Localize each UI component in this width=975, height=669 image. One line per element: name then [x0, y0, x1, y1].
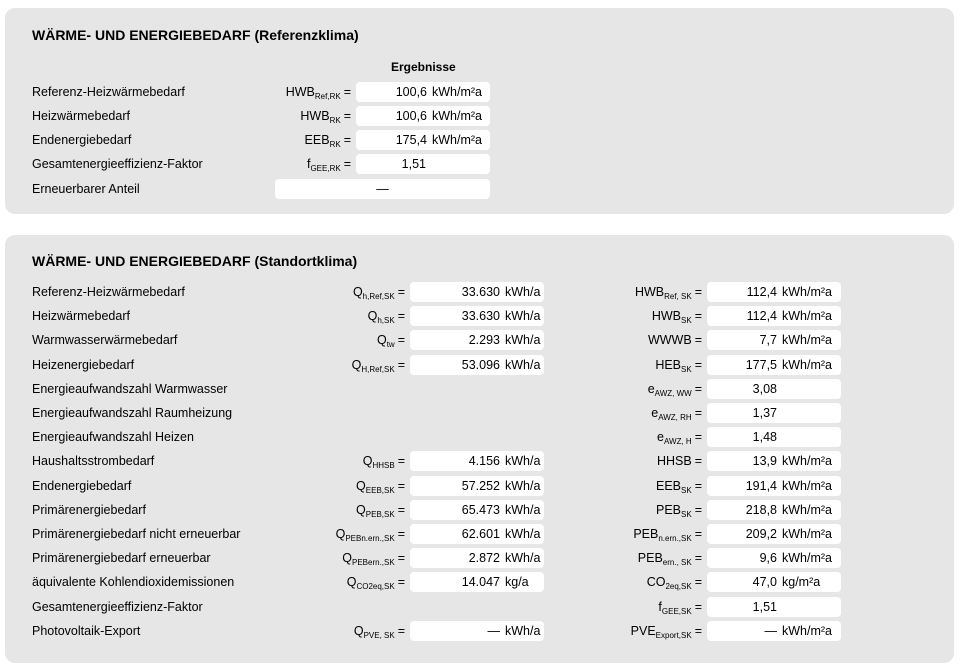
q-symbol-base: Q — [376, 333, 387, 348]
q-unit-text: kWh/a — [505, 478, 541, 493]
q-symbol-subscript: H,Ref,SK — [361, 364, 395, 374]
row-label: Referenz-Heizwärmebedarf — [32, 85, 185, 99]
row-label: Warmwasserwärmebedarf — [32, 333, 178, 348]
q-symbol-base: Q — [367, 309, 378, 324]
result-row — [5, 179, 954, 199]
s-value-text: 3,08 — [752, 381, 777, 396]
q-symbol: $Q_{EEB,SK}$ = — [356, 478, 405, 495]
row-label: Erneuerbarer Anteil — [32, 182, 140, 196]
q-value-text: 2.293 — [468, 333, 500, 348]
s-symbol: $PEB_{n.ern.,SK}$ = — [633, 527, 702, 543]
s-symbol-base: HWB — [651, 309, 682, 324]
s-symbol-base: f — [658, 599, 662, 614]
s-symbol: $HEB_{SK}$ = — [655, 357, 702, 374]
s-symbol-base: PEB — [633, 527, 659, 541]
s-symbol-base: EEB — [656, 478, 682, 493]
q-unit-text: kWh/a — [505, 285, 541, 299]
q-value-text: 33.630 — [461, 309, 500, 324]
result-row — [5, 548, 954, 568]
symbol-base: f — [306, 157, 311, 171]
s-value-text: 112,4 — [746, 285, 777, 299]
s-symbol-subscript: SK — [681, 364, 692, 374]
result-row — [5, 379, 954, 399]
s-symbol-base: e — [651, 406, 659, 420]
s-symbol-base: PVE — [630, 623, 656, 638]
ergebnisse-header: Ergebnisse — [391, 60, 456, 74]
s-symbol-subscript: n.ern.,SK — [658, 534, 692, 543]
value-text: 175,4 — [395, 133, 427, 147]
s-unit-text: kWh/m²a — [782, 357, 832, 372]
s-symbol-subscript: SK — [681, 316, 692, 326]
symbol-subscript: Ref,RK — [314, 92, 341, 101]
row-label: Primärenergiebedarf erneuerbar — [32, 551, 211, 566]
q-symbol-base: Q — [362, 454, 373, 469]
s-symbol: $e_{AWZ, H}$ = — [657, 430, 702, 447]
s-symbol: $PEB_{SK}$ = — [656, 502, 702, 519]
q-symbol: $Q_{h,Ref,SK}$ = — [352, 285, 405, 301]
referenzklima-panel — [5, 8, 954, 214]
q-symbol: $Q_{tw}$ = — [376, 333, 405, 350]
q-symbol-base: Q — [356, 478, 366, 493]
symbol: $EEB_{RK}$ = — [304, 133, 351, 149]
q-value-text: 62.601 — [461, 527, 500, 541]
result-row — [5, 82, 954, 102]
q-value-text: 2.872 — [468, 551, 500, 566]
symbol-base: HWB — [300, 109, 330, 123]
q-symbol: $Q_{PEBn.ern.,SK}$ = — [335, 527, 405, 543]
s-symbol: $EEB_{SK}$ = — [656, 478, 702, 495]
s-symbol-subscript: AWZ, WW — [654, 388, 692, 398]
s-unit-text: kWh/m²a — [782, 502, 832, 517]
s-symbol-base: HWB — [634, 285, 665, 299]
row-label: Heizwärmebedarf — [32, 109, 130, 123]
s-value-text: 7,7 — [759, 333, 777, 348]
s-symbol-subscript: 2eq,SK — [665, 582, 692, 592]
q-unit-text: kWh/a — [505, 551, 541, 566]
s-symbol: $HWB_{Ref, SK}$ = — [634, 285, 702, 301]
row-label: Gesamtenergieeffizienz-Faktor — [32, 599, 203, 614]
s-symbol-subscript: GEE,SK — [661, 606, 692, 616]
value-text: 100,6 — [395, 109, 427, 123]
row-label: äquivalente Kohlendioxidemissionen — [32, 575, 235, 590]
q-symbol-subscript: HHSB — [372, 461, 395, 471]
result-row — [5, 500, 954, 520]
q-value-text: 53.096 — [461, 357, 500, 372]
s-symbol-base: HEB — [655, 357, 682, 372]
q-unit-text: kWh/a — [505, 309, 541, 324]
q-value-text: 57.252 — [461, 478, 500, 493]
s-unit-text: kWh/m²a — [782, 478, 832, 493]
symbol-subscript: RK — [329, 140, 341, 149]
q-unit-text: kWh/a — [505, 502, 541, 517]
s-symbol-base: PEB — [656, 502, 682, 517]
row-label: Photovoltaik-Export — [32, 623, 141, 638]
unit-text: kWh/m²a — [432, 85, 482, 99]
row-label: Gesamtenergieeffizienz-Faktor — [32, 157, 203, 171]
s-unit-text: kWh/m²a — [782, 454, 832, 469]
s-unit-text: kWh/m²a — [782, 623, 832, 638]
unit-text: kWh/m²a — [432, 133, 482, 147]
q-symbol: $Q_{PEBern.,SK}$ = — [342, 551, 405, 568]
q-value-text: 33.630 — [461, 285, 500, 299]
row-label: Referenz-Heizwärmebedarf — [32, 285, 185, 299]
symbol-base: HWB — [285, 85, 315, 99]
row-label: Energieaufwandszahl Warmwasser — [32, 381, 228, 396]
row-label: Endenergiebedarf — [32, 478, 132, 493]
s-symbol-base: e — [647, 381, 655, 396]
q-symbol: $Q_{H,Ref,SK}$ = — [351, 357, 405, 374]
result-row — [5, 572, 954, 592]
s-unit-text: kWh/m²a — [782, 309, 832, 324]
standortklima-panel — [5, 235, 954, 663]
q-symbol-base: Q — [351, 357, 362, 372]
s-symbol: WWWB = — [647, 333, 702, 348]
s-symbol: $PVE_{Export,SK}$ = — [630, 623, 702, 640]
row-label: Primärenergiebedarf — [32, 502, 146, 517]
q-symbol-subscript: PVE, SK — [363, 630, 395, 640]
q-unit-text: kWh/a — [505, 527, 541, 541]
s-symbol-base: PEB — [637, 551, 663, 566]
symbol: $f_{GEE,RK}$ = — [306, 157, 351, 173]
row-label: Endenergiebedarf — [32, 133, 132, 147]
result-row — [5, 524, 954, 544]
q-symbol-base: Q — [335, 527, 346, 541]
q-unit-text: kg/a — [505, 575, 529, 590]
q-unit-text: kWh/a — [505, 357, 541, 372]
result-row — [5, 154, 954, 174]
s-symbol: $f_{GEE,SK}$ = — [658, 599, 702, 616]
s-value-text: 177,5 — [745, 357, 777, 372]
result-row — [5, 476, 954, 496]
symbol-subscript: GEE,RK — [310, 164, 341, 173]
q-symbol-subscript: PEBn.ern.,SK — [345, 534, 395, 543]
s-symbol-base: HHSB — [656, 454, 692, 469]
s-symbol-subscript: Export,SK — [655, 630, 692, 640]
s-symbol-base: CO — [646, 575, 666, 590]
s-value-text: — — [764, 623, 777, 638]
q-unit-text: kWh/a — [505, 623, 541, 638]
q-symbol-subscript: EEB,SK — [365, 485, 395, 495]
s-value-text: 112,4 — [746, 309, 777, 324]
q-symbol-base: Q — [342, 551, 352, 566]
q-symbol: $Q_{PVE, SK}$ = — [353, 623, 405, 640]
row-label: Energieaufwandszahl Heizen — [32, 430, 194, 445]
referenzklima-title: WÄRME- UND ENERGIEBEDARF (Referenzklima) — [32, 27, 359, 43]
s-symbol: $e_{AWZ, WW}$ = — [647, 381, 702, 398]
result-row — [5, 106, 954, 126]
result-row — [5, 403, 954, 423]
q-symbol-subscript: h,SK — [377, 316, 395, 326]
q-symbol: $Q_{PEB,SK}$ = — [356, 502, 405, 519]
q-symbol-base: Q — [353, 623, 364, 638]
q-symbol: $Q_{HHSB}$ = — [362, 454, 405, 471]
s-symbol-subscript: SK — [681, 485, 692, 495]
symbol-base: EEB — [304, 133, 330, 147]
q-value-text: 65.473 — [461, 502, 500, 517]
row-label: Primärenergiebedarf nicht erneuerbar — [32, 527, 241, 541]
row-label: Haushaltsstrombedarf — [32, 454, 155, 469]
s-symbol-base: WWWB — [647, 333, 692, 348]
value-text: 100,6 — [395, 85, 427, 99]
s-value-text: 13,9 — [752, 454, 777, 469]
row-label: Heizenergiebedarf — [32, 357, 135, 372]
s-unit-text: kWh/m²a — [782, 527, 832, 541]
result-row — [5, 597, 954, 617]
s-symbol: HHSB = — [656, 454, 702, 469]
q-symbol-subscript: CO2eq,SK — [356, 582, 395, 592]
q-value-text: 4.156 — [468, 454, 500, 469]
s-value-text: 1,51 — [752, 599, 777, 614]
symbol: $HWB_{RK}$ = — [300, 109, 351, 125]
s-value-text: 1,37 — [752, 406, 777, 420]
result-row — [5, 451, 954, 471]
q-unit-text: kWh/a — [505, 333, 541, 348]
row-label: Energieaufwandszahl Raumheizung — [32, 406, 233, 420]
q-symbol: $Q_{h,SK}$ = — [367, 309, 405, 326]
q-symbol-subscript: PEBern.,SK — [352, 558, 395, 568]
symbol: $HWB_{Ref,RK}$ = — [285, 85, 351, 101]
s-value-text: 209,2 — [745, 527, 777, 541]
q-symbol-subscript: tw — [386, 340, 395, 350]
s-value-text: 9,6 — [759, 551, 777, 566]
s-value-text: 47,0 — [752, 575, 777, 590]
q-unit-text: kWh/a — [505, 454, 541, 469]
s-value-text: 218,8 — [745, 502, 777, 517]
q-value-text: 14.047 — [461, 575, 500, 590]
result-row — [5, 130, 954, 150]
result-row — [5, 621, 954, 641]
s-symbol-subscript: Ref, SK — [664, 292, 692, 301]
standortklima-title: WÄRME- UND ENERGIEBEDARF (Standortklima) — [32, 253, 358, 269]
s-symbol: $e_{AWZ, RH}$ = — [651, 406, 702, 422]
result-row — [5, 355, 954, 375]
row-label: Heizwärmebedarf — [32, 309, 130, 324]
result-row — [5, 282, 954, 302]
value-text: 1,51 — [401, 157, 426, 171]
q-symbol-base: Q — [352, 285, 363, 299]
q-symbol: $Q_{CO2eq,SK}$ = — [346, 575, 405, 592]
s-symbol: $PEB_{ern., SK}$ = — [637, 551, 702, 568]
s-symbol-base: e — [657, 430, 664, 445]
s-value-text: 191,4 — [745, 478, 777, 493]
s-symbol-subscript: AWZ, RH — [658, 413, 692, 422]
s-symbol-subscript: AWZ, H — [663, 437, 692, 447]
q-symbol-base: Q — [356, 502, 366, 517]
value-text: — — [376, 182, 389, 196]
result-row — [5, 330, 954, 350]
result-row — [5, 427, 954, 447]
s-symbol: $CO_{2eq,SK}$ = — [646, 575, 702, 592]
s-symbol: $HWB_{SK}$ = — [651, 309, 702, 326]
s-unit-text: kWh/m²a — [782, 551, 832, 566]
q-symbol-subscript: PEB,SK — [365, 509, 395, 519]
result-row — [5, 306, 954, 326]
q-symbol-base: Q — [346, 575, 357, 590]
s-value-text: 1,48 — [752, 430, 777, 445]
s-unit-text: kWh/m²a — [782, 285, 832, 299]
s-symbol-subscript: ern., SK — [662, 558, 692, 568]
symbol-subscript: RK — [329, 116, 341, 125]
q-value-text: — — [487, 623, 500, 638]
q-symbol-subscript: h,Ref,SK — [362, 292, 395, 301]
s-symbol-subscript: SK — [681, 509, 692, 519]
unit-text: kWh/m²a — [432, 109, 482, 123]
s-unit-text: kWh/m²a — [782, 333, 832, 348]
s-unit-text: kg/m²a — [782, 575, 821, 590]
